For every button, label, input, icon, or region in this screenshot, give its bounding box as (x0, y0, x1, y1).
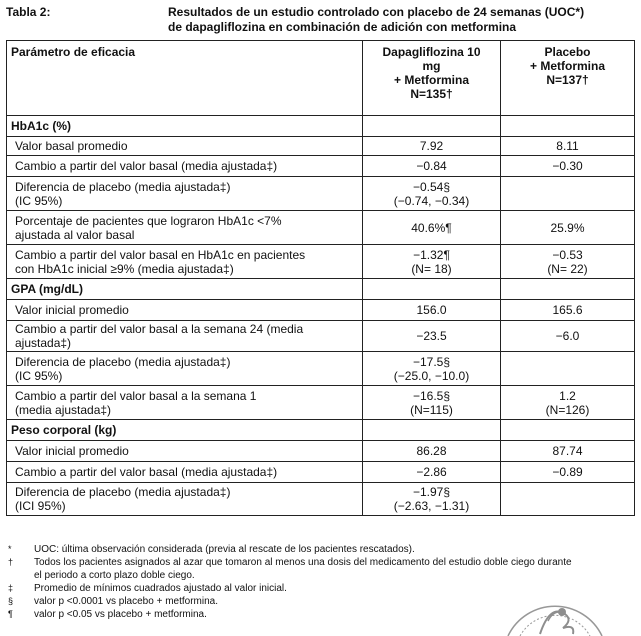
header-dapagliflozin-line: N=135† (410, 87, 453, 101)
header-placebo (501, 41, 635, 116)
table-caption (6, 5, 635, 41)
row-label-line: (ICI 95%) (15, 499, 66, 513)
placebo-value (501, 441, 635, 462)
dapagliflozin-value (363, 177, 501, 211)
placebo-value (501, 483, 635, 516)
row-label-line: Diferencia de placebo (media ajustada‡) (15, 354, 231, 369)
footnote-mark: * (8, 544, 12, 554)
placebo-value-line: −6.0 (555, 329, 580, 343)
table-row (7, 211, 635, 245)
empty-cell (501, 420, 635, 441)
placebo-value (501, 386, 635, 420)
row-label-line: Diferencia de placebo (media ajustada‡) (15, 179, 231, 194)
dapagliflozin-value (363, 352, 501, 386)
table-row (7, 386, 635, 420)
dapagliflozin-value-line: −23.5 (416, 329, 447, 343)
row-label (7, 462, 363, 483)
placebo-value (501, 137, 635, 156)
row-label-line: Cambio a partir del valor basal (media ajustada‡) (15, 159, 278, 173)
dapagliflozin-value (363, 211, 501, 245)
row-label-line: Cambio a partir del valor basal a la semana 24 (media (15, 322, 304, 336)
footnote-text: valor p <0.05 vs placebo + metformina. (34, 609, 207, 620)
placebo-value (501, 156, 635, 177)
dapagliflozin-value (363, 156, 501, 177)
dapagliflozin-value (363, 300, 501, 321)
placebo-value-line: −0.53 (552, 247, 583, 262)
dapagliflozin-value-line: 40.6%¶ (411, 220, 452, 235)
footnote-text: Promedio de mínimos cuadrados ajustado al valor inicial. (34, 583, 287, 594)
placebo-value (501, 177, 635, 211)
row-label (7, 352, 363, 386)
placebo-value-line: 1.2 (559, 388, 576, 403)
placebo-value-line: −0.89 (552, 465, 583, 479)
header-dapagliflozin-line: mg (422, 59, 441, 73)
section-row (7, 279, 635, 300)
row-label (7, 245, 363, 279)
dapagliflozin-value-line: (−25.0, −10.0) (393, 368, 470, 383)
section-title: HbA1c (%) (7, 116, 363, 137)
empty-cell (363, 420, 501, 441)
dapagliflozin-value-line: −0.84 (416, 159, 447, 173)
table-row (7, 462, 635, 483)
row-label (7, 177, 363, 211)
row-label-line: con HbA1c inicial ≥9% (media ajustada‡) (15, 261, 234, 276)
footnote-mark: † (8, 557, 14, 567)
empty-cell (501, 116, 635, 137)
dapagliflozin-value (363, 321, 501, 352)
dapagliflozin-value-line: (N=115) (410, 402, 453, 417)
row-label-line: (IC 95%) (15, 368, 63, 383)
table-row (7, 321, 635, 352)
row-label-line: (media ajustada‡) (15, 402, 112, 417)
row-label-line: Cambio a partir del valor basal a la semana 1 (15, 388, 257, 403)
row-label-line: ajustada al valor basal (15, 227, 135, 242)
dapagliflozin-value (363, 245, 501, 279)
footnote-text: UOC: última observación considerada (previa al rescate de los pacientes rescatados). (34, 544, 415, 555)
placebo-value-line: 87.74 (552, 444, 583, 458)
section-title: GPA (mg/dL) (7, 279, 363, 300)
section-row (7, 420, 635, 441)
footnote-text: el periodo a corto plazo doble ciego. (34, 570, 195, 581)
row-label (7, 156, 363, 177)
footnote (6, 543, 636, 556)
dapagliflozin-value-line: (−0.74, −0.34) (393, 193, 470, 208)
table-row (7, 352, 635, 386)
table-header-row (7, 41, 635, 116)
header-dapagliflozin-line: + Metformina (393, 73, 469, 87)
dapagliflozin-value-line: 86.28 (416, 444, 447, 458)
header-placebo-line: N=137† (546, 73, 589, 87)
placebo-value (501, 245, 635, 279)
row-label-line: Cambio a partir del valor basal en HbA1c en pacientes (15, 247, 306, 262)
table-number: Tabla 2: (6, 5, 51, 19)
row-label (7, 483, 363, 516)
row-label-line: ajustada‡) (15, 336, 72, 350)
row-label-line: Valor basal promedio (15, 139, 128, 153)
row-label-line: Cambio a partir del valor basal (media ajustada‡) (15, 465, 278, 479)
dapagliflozin-value-line: (−2.63, −1.31) (393, 499, 470, 513)
header-dapagliflozin (363, 41, 501, 116)
table-row (7, 441, 635, 462)
row-label-line: Valor inicial promedio (15, 444, 129, 458)
placebo-value (501, 321, 635, 352)
table-row (7, 137, 635, 156)
dapagliflozin-value (363, 137, 501, 156)
dapagliflozin-value-line: −1.97§ (412, 485, 451, 499)
empty-cell (501, 279, 635, 300)
footnote-mark: ¶ (8, 609, 13, 619)
table-row (7, 245, 635, 279)
row-label (7, 441, 363, 462)
placebo-value (501, 300, 635, 321)
table-row (7, 483, 635, 516)
efficacy-table (6, 40, 635, 516)
dapagliflozin-value-line: 7.92 (419, 139, 444, 153)
placebo-value-line: −0.30 (552, 159, 583, 173)
table-title (168, 5, 584, 35)
row-label-line: Porcentaje de pacientes que lograron HbA1c <7% (15, 213, 282, 228)
dapagliflozin-value-line: 156.0 (416, 303, 447, 317)
dapagliflozin-value (363, 462, 501, 483)
footnote-mark: § (8, 596, 14, 606)
table-title-line: de dapagliflozina en combinación de adición con metformina (168, 20, 517, 34)
placebo-value-line: 8.11 (556, 139, 579, 153)
section-row (7, 116, 635, 137)
dapagliflozin-value-line: (N= 18) (411, 261, 452, 276)
footnote-text: Todos los pacientes asignados al azar que tomaron al menos una dosis del medicamento del estudio doble ciego durante (34, 557, 572, 568)
dapagliflozin-value-line: −0.54§ (412, 179, 451, 194)
row-label (7, 211, 363, 245)
empty-cell (363, 279, 501, 300)
placebo-value-line: (N=126) (545, 402, 590, 417)
dapagliflozin-value-line: −17.5§ (412, 354, 451, 369)
table-title-line: Resultados de un estudio controlado con placebo de 24 semanas (UOC*) (168, 5, 585, 19)
row-label-line: Valor inicial promedio (15, 303, 129, 317)
dapagliflozin-value-line: −1.32¶ (413, 247, 450, 262)
dapagliflozin-value (363, 483, 501, 516)
row-label (7, 137, 363, 156)
placebo-value (501, 211, 635, 245)
placebo-value (501, 462, 635, 483)
row-label (7, 300, 363, 321)
official-seal-stamp (500, 576, 610, 636)
header-placebo-line: Placebo (544, 45, 591, 59)
dapagliflozin-value (363, 441, 501, 462)
section-title: Peso corporal (kg) (7, 420, 363, 441)
placebo-value-line: 25.9% (550, 220, 585, 235)
placebo-value (501, 352, 635, 386)
header-parameter: Parámetro de eficacia (7, 41, 363, 116)
dapagliflozin-value-line: −16.5§ (412, 388, 451, 403)
footnote-mark: ‡ (8, 583, 14, 593)
header-placebo-line: + Metformina (529, 59, 605, 73)
table-row (7, 156, 635, 177)
placebo-value-line: 165.6 (552, 303, 583, 317)
row-label (7, 321, 363, 352)
row-label-line: Diferencia de placebo (media ajustada‡) (15, 485, 231, 499)
footnote-text: valor p <0.0001 vs placebo + metformina. (34, 596, 218, 607)
header-dapagliflozin-line: Dapagliflozina 10 (382, 45, 481, 59)
dapagliflozin-value-line: −2.86 (416, 465, 447, 479)
empty-cell (363, 116, 501, 137)
row-label-line: (IC 95%) (15, 193, 63, 208)
table-row (7, 300, 635, 321)
row-label (7, 386, 363, 420)
placebo-value-line: (N= 22) (547, 261, 588, 276)
dapagliflozin-value (363, 386, 501, 420)
table-row (7, 177, 635, 211)
